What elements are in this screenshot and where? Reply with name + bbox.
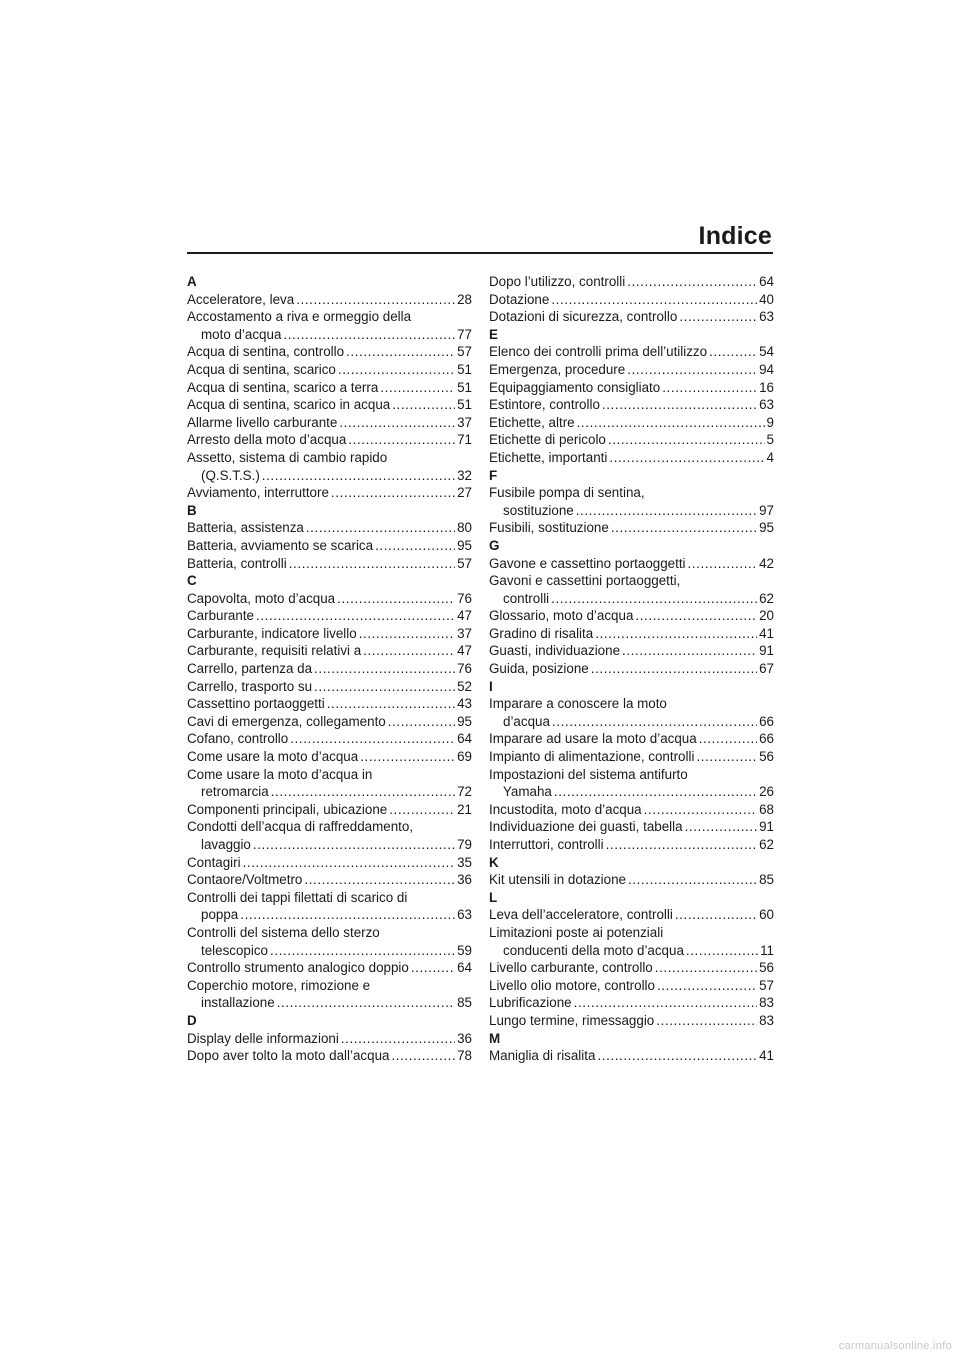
index-entry-page: 63: [759, 397, 774, 413]
index-entry-page: 85: [457, 995, 472, 1011]
index-entry-text: Come usare la moto d’acqua in: [187, 766, 373, 782]
index-entry: [187, 977, 472, 1012]
dot-leader: [256, 607, 455, 625]
index-entry: [187, 713, 472, 731]
dot-leader: [627, 273, 757, 291]
index-section-letter: E: [489, 326, 498, 342]
index-entry-page: 85: [759, 872, 774, 888]
index-entry-text: Carburante, indicatore livello: [187, 625, 357, 641]
index-entry-page: 91: [759, 819, 774, 835]
index-entry-page: 83: [759, 1012, 774, 1028]
dot-leader: [360, 748, 455, 766]
index-entry-text: Etichette, importanti: [489, 449, 608, 465]
index-entry: [489, 343, 774, 361]
index-entry: [489, 748, 774, 766]
index-entry-text: Come usare la moto d’acqua: [187, 749, 359, 765]
index-entry-text: Contagiri: [187, 854, 241, 870]
index-entry: [187, 607, 472, 625]
dot-leader: [339, 414, 455, 432]
index-entry: [489, 379, 774, 397]
dot-leader: [375, 537, 455, 555]
dot-leader: [253, 836, 455, 854]
index-entry-text: Batteria, assistenza: [187, 520, 304, 536]
index-entry-text: Etichette, altre: [489, 414, 575, 430]
index-entry-text: moto d’acqua: [201, 326, 282, 342]
index-entry: [489, 1047, 774, 1065]
index-entry: [187, 625, 472, 643]
dot-leader: [363, 642, 455, 660]
index-entry-page: 71: [457, 432, 472, 448]
dot-leader: [240, 906, 455, 924]
index-entry-text: Capovolta, moto d’acqua: [187, 590, 336, 606]
index-entry: [187, 308, 472, 343]
index-entry-text: Imparare a conoscere la moto: [489, 696, 667, 712]
dot-leader: [391, 1047, 455, 1065]
index-section-letter: M: [489, 1030, 501, 1046]
index-section-letter: B: [187, 502, 197, 518]
dot-leader: [657, 977, 757, 995]
index-section-letter: G: [489, 537, 500, 553]
dot-leader: [392, 396, 455, 414]
index-entry-page: 97: [759, 502, 774, 518]
index-entry-text: Elenco dei controlli prima dell’utilizzo: [489, 344, 708, 360]
dot-leader: [306, 519, 455, 537]
index-entry-text: Carrello, partenza da: [187, 661, 313, 677]
index-entry: [489, 607, 774, 625]
dot-leader: [574, 994, 757, 1012]
index-entry: [187, 818, 472, 853]
dot-leader: [635, 607, 757, 625]
dot-leader: [644, 801, 757, 819]
index-entry-page: 63: [759, 309, 774, 325]
dot-leader: [656, 1012, 757, 1030]
index-section-letter: A: [187, 274, 197, 289]
index-entry-text: Allarme livello carburante: [187, 414, 338, 430]
index-entry-page: 26: [759, 784, 774, 800]
index-entry-text: sostituzione: [503, 502, 574, 518]
index-entry-text: Equipaggiamento consigliato: [489, 379, 661, 395]
dot-leader: [675, 906, 757, 924]
index-entry: [489, 484, 774, 519]
index-entry-page: 47: [457, 643, 472, 659]
dot-leader: [283, 326, 455, 344]
dot-leader: [551, 590, 757, 608]
index-entry-page: 21: [457, 801, 472, 817]
index-entry-page: 37: [457, 414, 472, 430]
index-entry-page: 43: [457, 696, 472, 712]
index-entry-text: Componenti principali, ubicazione: [187, 801, 388, 817]
index-entry-text: Gradino di risalita: [489, 625, 594, 641]
index-entry-page: 77: [457, 326, 472, 342]
index-entry-page: 56: [759, 749, 774, 765]
page-title: Indice: [698, 222, 772, 250]
dot-leader: [591, 660, 757, 678]
dot-leader: [699, 730, 757, 748]
dot-leader: [346, 343, 455, 361]
index-section-letter: L: [489, 889, 498, 905]
index-entry: [489, 695, 774, 730]
index-entry: [489, 414, 774, 432]
dot-leader: [348, 431, 455, 449]
dot-leader: [608, 431, 765, 449]
dot-leader: [679, 308, 757, 326]
index-entry-text: Lubrificazione: [489, 995, 572, 1011]
index-entry-text: lavaggio: [201, 837, 251, 852]
index-entry-text: Guida, posizione: [489, 661, 589, 677]
index-entry-text: Guasti, individuazione: [489, 643, 621, 659]
index-entry-page: 69: [457, 749, 472, 765]
index-section-letter: D: [187, 1012, 197, 1028]
index-entry-text: Assetto, sistema di cambio rapido: [187, 449, 388, 465]
index-entry-text: Controlli dei tappi filettati di scarico di: [187, 889, 408, 905]
index-entry-page: 28: [457, 291, 472, 307]
index-entry-text: Cofano, controllo: [187, 731, 289, 747]
dot-leader: [243, 854, 456, 872]
index-entry-text: retromarcia: [201, 784, 269, 800]
index-entry-page: 57: [457, 555, 472, 571]
index-entry-page: 27: [457, 485, 472, 501]
index-entry-page: 16: [759, 379, 774, 395]
index-entry-text: Controlli del sistema dello sterzo: [187, 924, 380, 940]
index-entry-page: 95: [759, 520, 774, 536]
dot-leader: [685, 818, 758, 836]
dot-leader: [290, 730, 455, 748]
dot-leader: [262, 467, 455, 485]
index-entry-text: Contaore/Voltmetro: [187, 872, 303, 888]
dot-leader: [277, 994, 455, 1012]
index-entry-text: Livello olio motore, controllo: [489, 977, 655, 993]
index-entry: [187, 871, 472, 889]
index-entry-page: 59: [457, 942, 472, 958]
index-entry-page: 51: [457, 397, 472, 413]
index-entry-text: installazione: [201, 995, 275, 1011]
index-entry: [489, 906, 774, 924]
dot-leader: [314, 678, 455, 696]
index-entry: [187, 748, 472, 766]
index-entry-page: 4: [766, 449, 774, 465]
index-entry: [489, 625, 774, 643]
dot-leader: [380, 379, 455, 397]
index-entry-text: Dotazione: [489, 291, 550, 307]
index-entry-page: 63: [457, 907, 472, 923]
dot-leader: [554, 783, 757, 801]
index-entry-text: Dopo l’utilizzo, controlli: [489, 274, 626, 289]
index-entry: [187, 537, 472, 555]
dot-leader: [314, 660, 455, 678]
index-entry: [489, 660, 774, 678]
dot-leader: [709, 343, 757, 361]
index-entry: [187, 1030, 472, 1048]
index-entry-text: Fusibili, sostituzione: [489, 520, 609, 536]
index-entry-page: 35: [457, 854, 472, 870]
dot-leader: [552, 713, 757, 731]
index-entry-text: Glossario, moto d’acqua: [489, 608, 634, 624]
index-entry-text: Display delle informazioni: [187, 1030, 339, 1046]
index-entry: [187, 854, 472, 872]
index-entry-text: Cavi di emergenza, collegamento: [187, 713, 386, 729]
index-entry-page: 9: [766, 414, 774, 430]
index-entry-page: 64: [457, 731, 472, 747]
index-entry: [489, 871, 774, 889]
index-entry-page: 40: [759, 291, 774, 307]
index-entry-text: Condotti dell’acqua di raffreddamento,: [187, 819, 414, 835]
index-entry: [489, 642, 774, 660]
index-entry-text: Gavoni e cassettini portaoggetti,: [489, 573, 681, 589]
index-entry: [489, 924, 774, 959]
index-entry-text: Carrello, trasporto su: [187, 678, 313, 694]
dot-leader: [551, 291, 757, 309]
dot-leader: [609, 449, 764, 467]
index-entry-page: 76: [457, 661, 472, 677]
index-entry-text: Batteria, avviamento se scarica: [187, 537, 374, 553]
dot-leader: [628, 871, 757, 889]
index-entry-page: 11: [760, 942, 774, 958]
index-entry: [187, 695, 472, 713]
index-entry: [489, 519, 774, 537]
index-entry-page: 66: [759, 731, 774, 747]
index-entry-text: Arresto della moto d’acqua: [187, 432, 347, 448]
index-section-letter: F: [489, 467, 498, 483]
index-entry: [187, 484, 472, 502]
index-entry: [489, 396, 774, 414]
index-entry-page: 41: [759, 1048, 774, 1064]
watermark-text: carmanualsonline.info: [838, 1340, 952, 1352]
index-entry: [187, 889, 472, 924]
index-entry-text: Acqua di sentina, scarico a terra: [187, 379, 379, 395]
index-entry-text: d’acqua: [503, 713, 550, 729]
index-entry: [489, 801, 774, 819]
index-entry-page: 37: [457, 625, 472, 641]
index-entry: [187, 590, 472, 608]
index-entry-page: 32: [457, 467, 472, 483]
dot-leader: [602, 396, 757, 414]
index-entry-text: Leva dell’acceleratore, controlli: [489, 907, 673, 923]
index-entry-text: Acqua di sentina, scarico in acqua: [187, 397, 391, 413]
index-entry: [187, 730, 472, 748]
dot-leader: [289, 555, 455, 573]
index-entry: [489, 836, 774, 854]
index-entry: [187, 555, 472, 573]
dot-leader: [331, 484, 455, 502]
index-entry-page: 5: [766, 432, 774, 448]
index-entry-text: Gavone e cassettino portaoggetti: [489, 555, 686, 571]
index-entry: [489, 431, 774, 449]
index-entry: [187, 924, 472, 959]
index-entry-page: 91: [759, 643, 774, 659]
index-entry-text: Etichette di pericolo: [489, 432, 606, 448]
index-entry-page: 79: [457, 837, 472, 852]
index-entry: [187, 431, 472, 449]
index-entry-text: conducenti della moto d’acqua: [503, 942, 684, 958]
title-rule: [187, 252, 773, 254]
dot-leader: [686, 942, 758, 960]
dot-leader: [338, 361, 455, 379]
index-entry: [489, 977, 774, 995]
index-entry-page: 67: [759, 661, 774, 677]
index-entry: [489, 555, 774, 573]
index-entry-text: Estintore, controllo: [489, 397, 600, 413]
index-entry-text: Acceleratore, leva: [187, 291, 295, 307]
index-entry-text: Coperchio motore, rimozione e: [187, 977, 371, 993]
dot-leader: [270, 942, 455, 960]
index-entry-page: 72: [457, 784, 472, 800]
dot-leader: [327, 695, 455, 713]
dot-leader: [597, 1047, 757, 1065]
index-entry-page: 64: [457, 960, 472, 976]
index-entry-text: Emergenza, procedure: [489, 361, 626, 377]
dot-leader: [359, 625, 455, 643]
index-entry-page: 60: [759, 907, 774, 923]
index-entry: [187, 414, 472, 432]
dot-leader: [296, 291, 455, 309]
index-section-letter: K: [489, 854, 499, 870]
dot-leader: [389, 801, 455, 819]
dot-leader: [622, 642, 757, 660]
index-entry: [489, 994, 774, 1012]
index-entry-page: 62: [759, 837, 774, 852]
index-entry-text: Accostamento a riva e ormeggio della: [187, 309, 412, 325]
index-entry: [489, 730, 774, 748]
index-entry: [187, 678, 472, 696]
index-entry: [489, 818, 774, 836]
index-entry-page: 66: [759, 713, 774, 729]
dot-leader: [341, 1030, 455, 1048]
dot-leader: [655, 959, 757, 977]
index-entry-text: Maniglia di risalita: [489, 1048, 596, 1064]
index-entry: [489, 361, 774, 379]
dot-leader: [411, 959, 455, 977]
dot-leader: [337, 590, 455, 608]
dot-leader: [388, 713, 455, 731]
index-entry-page: 57: [759, 977, 774, 993]
dot-leader: [577, 414, 765, 432]
index-entry-text: Yamaha: [503, 784, 552, 800]
index-entry: [187, 379, 472, 397]
index-column-left: [187, 273, 472, 1065]
index-entry-page: 51: [457, 379, 472, 395]
index-entry-page: 62: [759, 590, 774, 606]
index-entry: [187, 396, 472, 414]
index-entry: [187, 449, 472, 484]
index-entry-text: Carburante: [187, 608, 254, 624]
index-entry-page: 68: [759, 801, 774, 817]
dot-leader: [662, 379, 757, 397]
dot-leader: [611, 519, 757, 537]
index-entry-text: Carburante, requisiti relativi a: [187, 643, 362, 659]
index-entry-text: telescopico: [201, 942, 268, 958]
index-entry-text: Cassettino portaoggetti: [187, 696, 325, 712]
index-entry-page: 80: [457, 520, 472, 536]
index-entry-page: 52: [457, 678, 472, 694]
index-entry-page: 95: [457, 713, 472, 729]
index-entry-page: 47: [457, 608, 472, 624]
index-entry-page: 64: [759, 274, 774, 289]
index-entry-text: Batteria, controlli: [187, 555, 287, 571]
index-entry-text: Imparare ad usare la moto d’acqua: [489, 731, 697, 747]
index-entry: [489, 449, 774, 467]
index-entry-text: Incustodita, moto d’acqua: [489, 801, 642, 817]
index-entry-page: 57: [457, 344, 472, 360]
index-entry-text: Interruttori, controlli: [489, 837, 604, 852]
dot-leader: [688, 555, 758, 573]
index-entry-page: 78: [457, 1048, 472, 1064]
index-entry-page: 36: [457, 1030, 472, 1046]
index-entry: [489, 959, 774, 977]
index-column-right: [489, 273, 774, 1065]
index-entry-text: (Q.S.T.S.): [201, 467, 260, 483]
index-entry: [187, 642, 472, 660]
dot-leader: [627, 361, 757, 379]
index-entry: [187, 660, 472, 678]
index-entry-page: 51: [457, 361, 472, 377]
index-entry-page: 94: [759, 361, 774, 377]
index-entry-text: Livello carburante, controllo: [489, 960, 653, 976]
index-entry-page: 76: [457, 590, 472, 606]
index-entry: [489, 308, 774, 326]
dot-leader: [304, 871, 455, 889]
index-entry-page: 56: [759, 960, 774, 976]
index-entry-text: controlli: [503, 590, 550, 606]
dot-leader: [696, 748, 757, 766]
index-entry-page: 20: [759, 608, 774, 624]
index-entry-text: Impianto di alimentazione, controlli: [489, 749, 695, 765]
index-entry: [187, 519, 472, 537]
index-section-letter: I: [489, 678, 493, 694]
dot-leader: [271, 783, 455, 801]
index-entry-text: Kit utensili in dotazione: [489, 872, 626, 888]
index-entry-text: Lungo termine, rimessaggio: [489, 1012, 655, 1028]
index-entry-page: 95: [457, 537, 472, 553]
dot-leader: [595, 625, 757, 643]
index-entry-text: Dopo aver tolto la moto dall’acqua: [187, 1048, 390, 1064]
index-entry-text: poppa: [201, 907, 239, 923]
index-entry-page: 41: [759, 625, 774, 641]
index-entry: [489, 291, 774, 309]
index-entry: [187, 343, 472, 361]
index-entry-page: 54: [759, 344, 774, 360]
index-entry: [489, 1012, 774, 1030]
index-entry-text: Individuazione dei guasti, tabella: [489, 819, 683, 835]
index-entry-text: Impostazioni del sistema antifurto: [489, 766, 688, 782]
index-entry-page: 42: [759, 555, 774, 571]
index-entry: [187, 291, 472, 309]
index-entry: [489, 572, 774, 607]
index-entry-text: Limitazioni poste ai potenziali: [489, 924, 664, 940]
index-entry-text: Controllo strumento analogico doppio: [187, 960, 409, 976]
index-entry: [187, 361, 472, 379]
index-entry-text: Acqua di sentina, controllo: [187, 344, 345, 360]
index-entry: [187, 766, 472, 801]
index-entry: [187, 1047, 472, 1065]
index-entry-text: Acqua di sentina, scarico: [187, 361, 336, 377]
index-entry: [187, 959, 472, 977]
index-entry-page: 83: [759, 995, 774, 1011]
index-entry-page: 36: [457, 872, 472, 888]
index-entry: [187, 801, 472, 819]
index-entry-text: Dotazioni di sicurezza, controllo: [489, 309, 678, 325]
dot-leader: [606, 836, 757, 854]
dot-leader: [576, 502, 757, 520]
index-section-letter: C: [187, 573, 197, 589]
index-entry: [489, 766, 774, 801]
index-entry-text: Avviamento, interruttore: [187, 485, 329, 501]
index-entry: [489, 273, 774, 291]
index-entry-text: Fusibile pompa di sentina,: [489, 485, 645, 501]
